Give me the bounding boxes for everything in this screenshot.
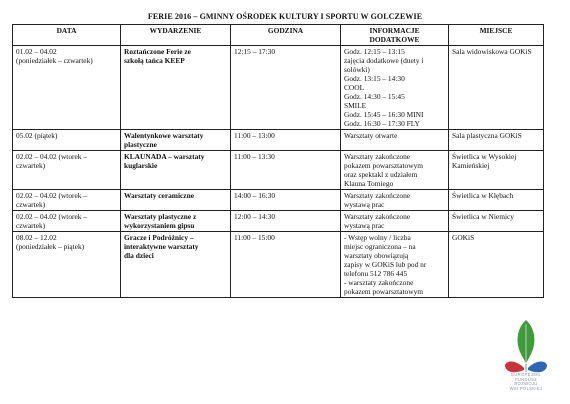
- cell-info-line: Warsztaty zakończone: [344, 212, 411, 221]
- cell-event-line: plastyczne: [124, 140, 157, 149]
- cell-info-line: telefonu 512 786 445: [344, 269, 408, 278]
- cell-place: [449, 232, 544, 298]
- cell-time: 14:00 – 16:30: [231, 190, 341, 211]
- cell-time: 12:15 – 17:30: [231, 46, 341, 130]
- cell-info-line: pokazem powarsztatowym: [344, 287, 424, 296]
- cell-info-line: wystawą prac: [344, 200, 385, 209]
- cell-date: [13, 151, 121, 190]
- cell-date-line: czwartek): [16, 200, 46, 209]
- header-date: DATA: [13, 25, 121, 46]
- cell-event-line: wykorzystaniem gipsu: [124, 221, 195, 230]
- cell-time: 11:00 – 13:00: [231, 130, 341, 151]
- blue-leaf-icon: [528, 362, 547, 373]
- header-info-line1: INFORMACJE: [369, 26, 420, 35]
- cell-info-line: solówki): [344, 65, 370, 74]
- cell-place: [449, 151, 544, 190]
- logo-text-line-3: ROZWOJU: [514, 381, 538, 387]
- cell-place-line: GOKiS: [452, 233, 475, 242]
- cell-place-line: Świetlica w Niemicy: [452, 212, 514, 221]
- cell-date-line: 02.02 – 04.02 (wtorek –: [16, 191, 88, 200]
- cell-place-line: Świetlica w Wysokiej: [452, 152, 517, 161]
- cell-event-line: Walentynkowe warsztaty: [124, 131, 204, 140]
- logo-text-line-4: WSI POLSKIEJ: [509, 385, 543, 391]
- cell-time: 11:00 – 15:00: [231, 232, 341, 298]
- cell-date-line: czwartek): [16, 221, 46, 230]
- cell-event: [121, 232, 231, 298]
- cell-event-line: dla dzieci: [124, 251, 154, 260]
- cell-date: [13, 46, 121, 130]
- cell-info: [341, 46, 449, 130]
- cell-date: [13, 232, 121, 298]
- schedule-body: [13, 46, 544, 298]
- header-place: MIEJSCE: [449, 25, 544, 46]
- cell-event-line: KLAUNADA – warsztaty: [124, 152, 205, 161]
- cell-info-line: - Wstęp wolny / liczba: [344, 233, 411, 242]
- cell-place: [449, 130, 544, 151]
- cell-place-line: Sala plastyczna GOKiS: [452, 131, 522, 140]
- cell-date-line: 08.02 – 12.02: [16, 233, 57, 242]
- cell-date: [13, 190, 121, 211]
- cell-event: [121, 46, 231, 130]
- cell-info-line: Warsztaty zakończone: [344, 152, 411, 161]
- cell-place: [449, 46, 544, 130]
- cell-date-line: 02.02 – 04.02 (wtorek –: [16, 152, 88, 161]
- header-info-line2: DODATKOWE: [369, 35, 420, 44]
- cell-date: [13, 130, 121, 151]
- cell-event: [121, 211, 231, 232]
- cell-info-line: oraz spektakl z udziałem: [344, 170, 418, 179]
- cell-info-line: Godz. 15:45 – 16:30 MINI: [344, 110, 424, 119]
- cell-event-line: Warsztaty ceramiczne: [124, 191, 194, 200]
- cell-event-line: Roztańczone Ferie ze: [124, 47, 191, 56]
- table-row: [13, 211, 544, 232]
- cell-place: [449, 190, 544, 211]
- cell-date-line: (poniedziałek – czwartek): [16, 56, 93, 65]
- cell-date-line: 01.02 – 04.02: [16, 47, 57, 56]
- cell-event-line: interaktywne warsztaty: [124, 242, 199, 251]
- cell-info-line: Godz. 14:30 – 15:45: [344, 92, 405, 101]
- cell-date-line: 02.02 – 04.02 (wtorek –: [16, 212, 88, 221]
- cell-info-line: pokazem powarsztatowym: [344, 161, 424, 170]
- table-row: [13, 46, 544, 130]
- cell-info: [341, 211, 449, 232]
- cell-info-line: Godz. 16:30 – 17:30 FLY: [344, 119, 420, 128]
- header-time: GODZINA: [231, 25, 341, 46]
- schedule-table: [12, 24, 544, 298]
- table-header-row: [13, 25, 544, 46]
- cell-place-line: Kamieńskiej: [452, 161, 490, 170]
- cell-info-line: Warsztaty otwarte: [344, 131, 398, 140]
- table-row: [13, 130, 544, 151]
- header-info: [341, 25, 449, 46]
- cell-info-line: warsztaty obowiązują: [344, 251, 409, 260]
- logo-text-line-2: FUNDUSZ: [514, 376, 538, 382]
- cell-info-line: SMILE: [344, 101, 367, 110]
- cell-info-line: miejsc ograniczona – na: [344, 242, 416, 251]
- cell-date-line: 05.02 (piątek): [16, 131, 58, 140]
- cell-event-line: Warsztaty plastyczne z: [124, 212, 197, 221]
- cell-info: [341, 190, 449, 211]
- cell-time: 12:00 – 14:30: [231, 211, 341, 232]
- cell-info-line: COOL: [344, 83, 365, 92]
- header-event: WYDARZENIE: [121, 25, 231, 46]
- cell-event-line: Gracze i Podróżnicy –: [124, 233, 194, 242]
- cell-place-line: Świetlica w Kłębach: [452, 191, 514, 200]
- cell-event-line: kuglarskie: [124, 161, 158, 170]
- cell-event: [121, 190, 231, 211]
- cell-event: [121, 151, 231, 190]
- table-row: [13, 232, 544, 298]
- logo-text: [498, 373, 554, 391]
- cell-info-line: zapisy w GOKiS lub pod nr: [344, 260, 427, 269]
- table-row: [13, 190, 544, 211]
- cell-place-line: Sala widowiskowa GOKiS: [452, 47, 532, 56]
- cell-date-line: (poniedziałek – piątek): [16, 242, 85, 251]
- cell-info-line: wystawą prac: [344, 221, 385, 230]
- cell-info-line: Warsztaty zakończone: [344, 191, 411, 200]
- cell-info: [341, 151, 449, 190]
- cell-info-line: zajęcia dodatkowe (duety i: [344, 56, 424, 65]
- cell-info-line: Klauna Tomiego: [344, 179, 394, 188]
- red-leaf-icon: [505, 362, 524, 373]
- cell-info-line: - warsztaty zakończone: [344, 278, 414, 287]
- logo-text-line-1: EUROPEJSKI: [511, 372, 541, 377]
- table-row: [13, 151, 544, 190]
- cell-info: [341, 232, 449, 298]
- cell-event: [121, 130, 231, 151]
- cell-event-line: szkołą tańca KEEP: [124, 56, 185, 65]
- cell-date: [13, 211, 121, 232]
- cell-info-line: Godz. 13:15 – 14:30: [344, 74, 405, 83]
- document-title: FERIE 2016 – GMINNY OŚRODEK KULTURY I SPORTU W GOLCZEWIE: [147, 12, 423, 21]
- cell-date-line: czwartek): [16, 161, 46, 170]
- cell-time: 11:00 – 13:30: [231, 151, 341, 190]
- cell-place: [449, 211, 544, 232]
- cell-info-line: Godz. 12:15 – 13:15: [344, 47, 405, 56]
- cell-info: [341, 130, 449, 151]
